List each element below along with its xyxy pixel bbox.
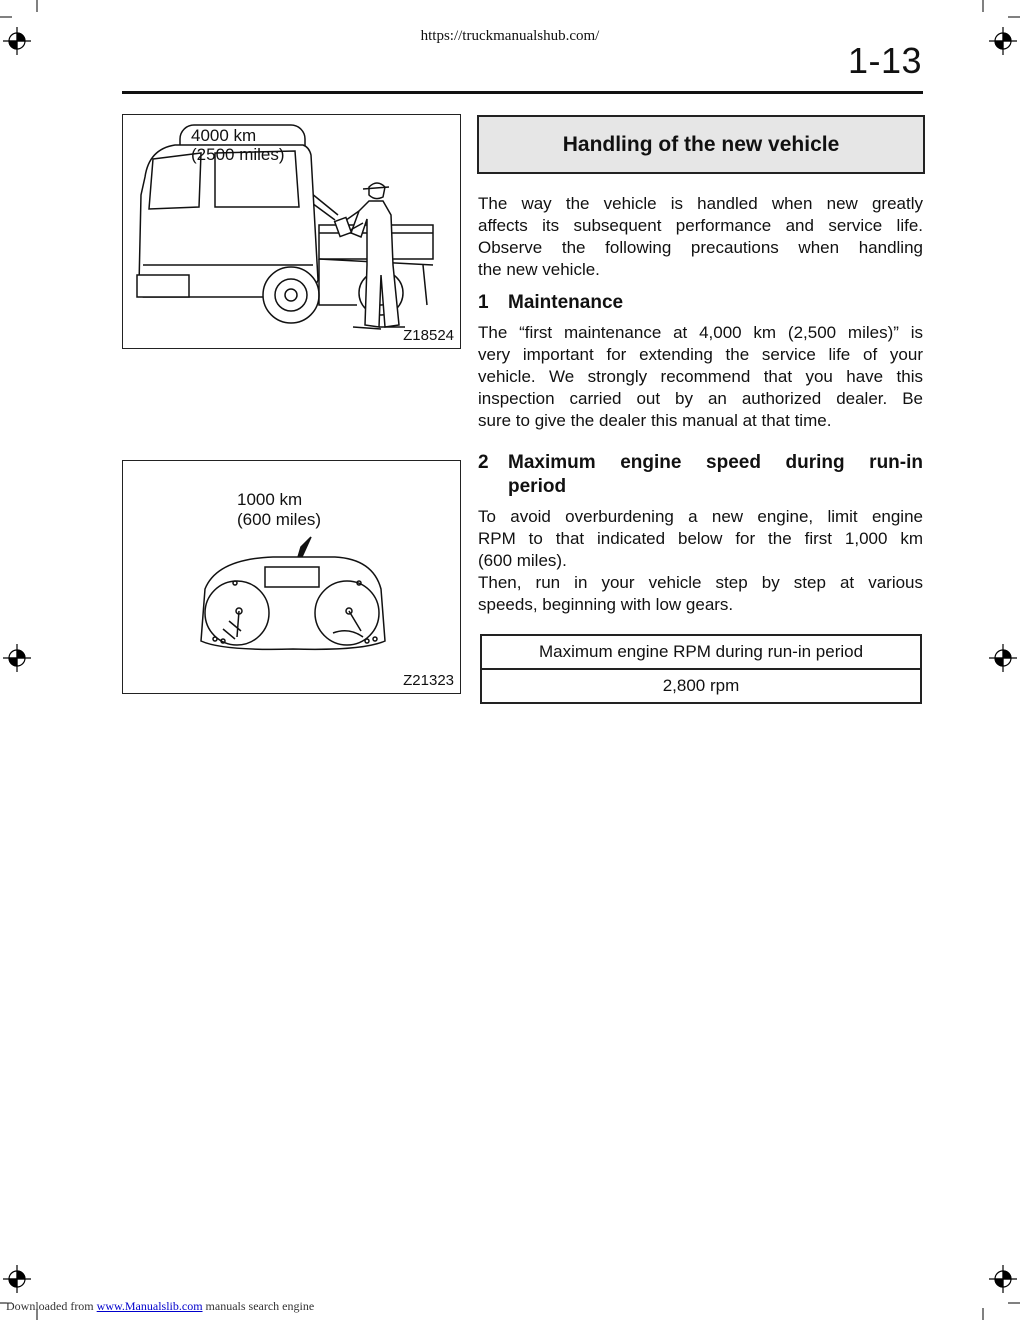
- text-line: (600 miles).: [478, 551, 567, 570]
- text-line: affects its subsequent performance and service life.: [478, 216, 923, 235]
- text-line: Then, run in your vehicle step by step at various: [478, 573, 923, 592]
- heading-number: 2: [478, 452, 489, 473]
- figure-instrument-cluster: [122, 460, 461, 694]
- table-header-cell: Maximum engine RPM during run-in period: [481, 635, 921, 669]
- callout-miles: (600 miles): [237, 510, 322, 529]
- text-line: The “first maintenance at 4,000 km (2,500 miles)” is: [478, 323, 923, 342]
- table-row: [481, 669, 921, 703]
- footer: [6, 1299, 314, 1314]
- page-number: 1-13: [847, 40, 922, 81]
- intro-paragraph: [478, 193, 923, 281]
- maintenance-paragraph: [478, 322, 923, 432]
- text-line: The way the vehicle is handled when new greatly: [478, 194, 923, 213]
- footer-prefix: Downloaded from: [6, 1299, 97, 1313]
- heading-number: 1: [478, 292, 489, 313]
- manualslib-link[interactable]: www.Manualslib.com: [96, 1299, 203, 1313]
- callout-miles: (2500 miles): [191, 145, 285, 164]
- header-rule: [122, 91, 923, 94]
- text-line: sure to give the dealer this manual at that time.: [478, 411, 832, 430]
- callout-km: 1000 km: [237, 490, 303, 509]
- source-url: https://truckmanualshub.com/: [420, 28, 600, 44]
- text-line: RPM to that indicated below for the first 1,000 km: [478, 529, 923, 548]
- text-line: speeds, beginning with low gears.: [478, 595, 734, 614]
- run-in-paragraph: [478, 506, 923, 616]
- figure-code: Z21323: [403, 672, 454, 689]
- text-line: inspection carried out by an authorized dealer. Be: [478, 389, 923, 408]
- heading-text-cont: period: [508, 476, 567, 497]
- heading-text: Maintenance: [508, 292, 624, 313]
- figure-truck-inspection: [122, 114, 461, 349]
- figure-code: Z18524: [403, 327, 454, 344]
- heading-maintenance: [478, 292, 623, 314]
- text-line: vehicle. We strongly recommend that you have this: [478, 367, 923, 386]
- footer-suffix: manuals search engine: [202, 1299, 315, 1313]
- truck-illustration: [123, 115, 460, 348]
- table-row: [481, 635, 921, 669]
- table-value-cell: 2,800 rpm: [481, 669, 921, 703]
- heading-text: Maximum engine speed during run-in: [508, 452, 923, 473]
- section-title: Handling of the new vehicle: [477, 115, 925, 174]
- callout-km: 4000 km: [191, 126, 257, 145]
- heading-max-engine-speed: [478, 452, 923, 498]
- text-line: Observe the following precautions when handling: [478, 238, 923, 257]
- text-line: To avoid overburdening a new engine, limit engine: [478, 507, 923, 526]
- text-line: the new vehicle.: [478, 260, 600, 279]
- rpm-table: [480, 634, 922, 704]
- text-line: very important for extending the service life of your: [478, 345, 923, 364]
